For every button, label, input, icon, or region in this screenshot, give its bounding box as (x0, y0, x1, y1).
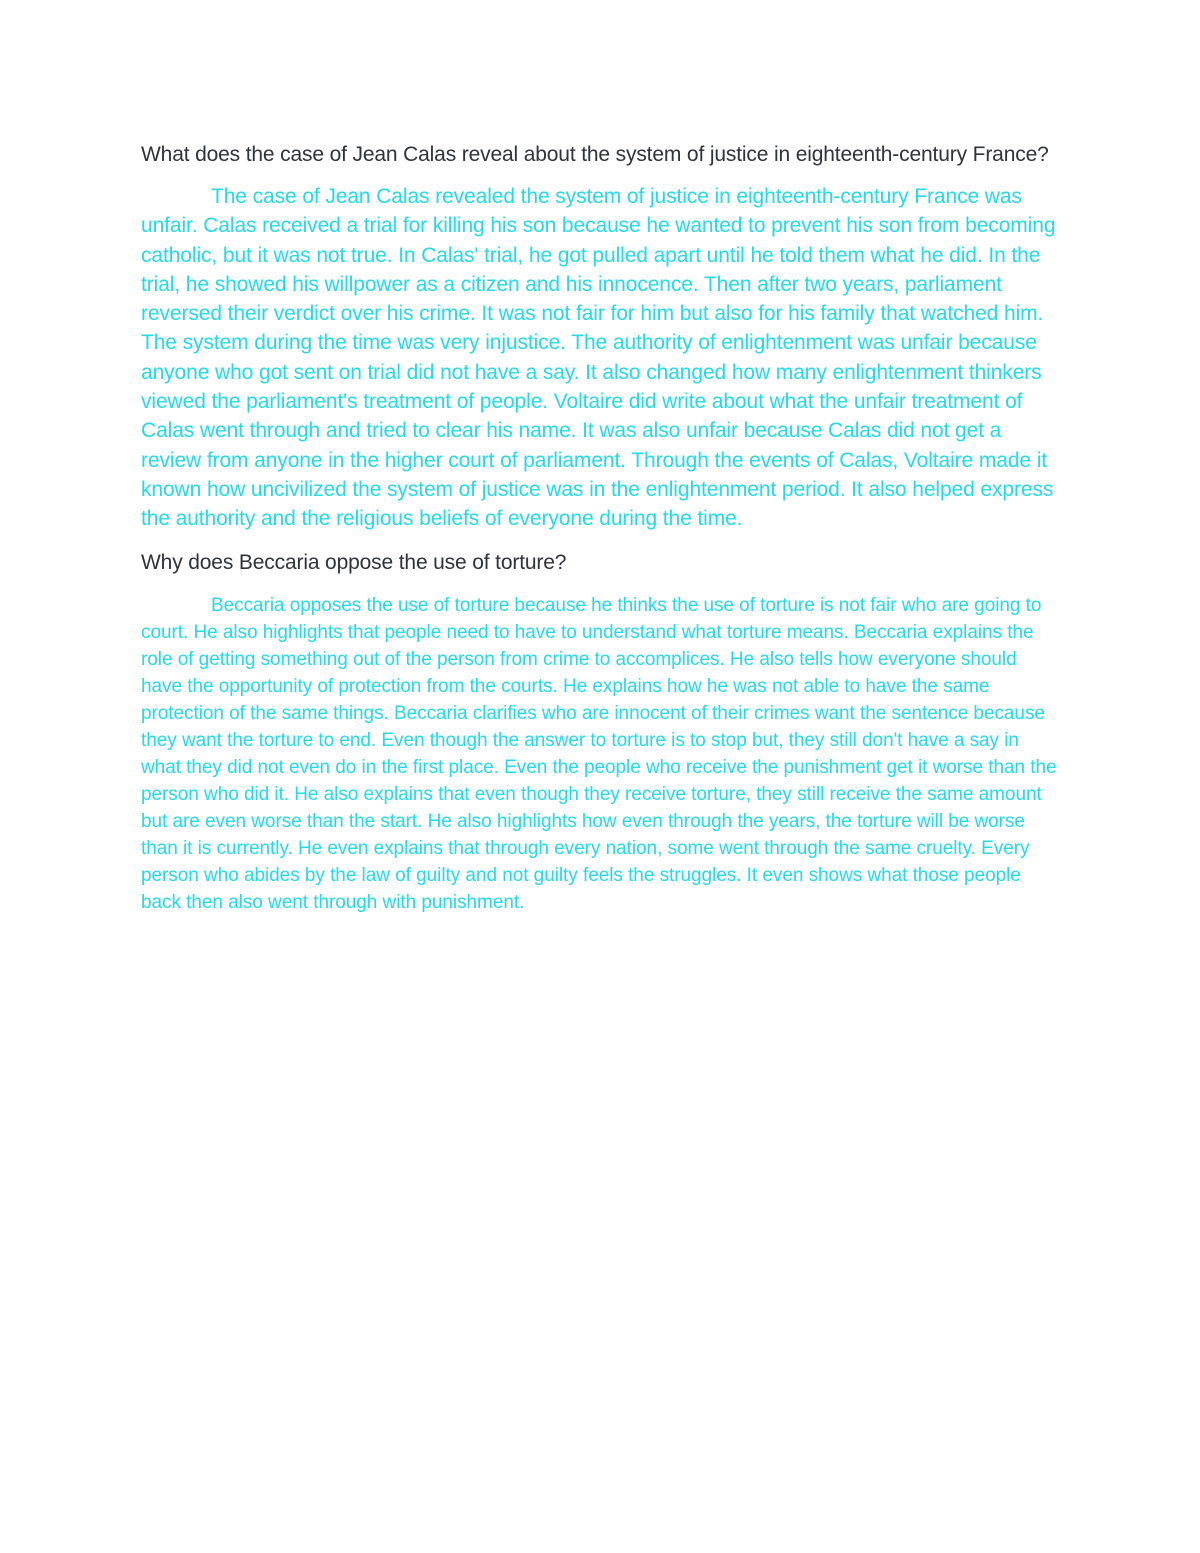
question-1: What does the case of Jean Calas reveal about the system of justice in eighteenth-century France? (141, 143, 1049, 166)
answer-2: Beccaria opposes the use of torture because he thinks the use of torture is not fair who are going to court. He also highlights that people need to have to understand what torture means. Beccaria explains the role of getting something out of the person from crime to accomplices. He also tells how everyone should have the opportunity of protection from the courts. He explains how he was not able to have the same protection of the same things. Beccaria clarifies who are innocent of their crimes want the sentence because they want the torture to end. Even though the answer to torture is to stop but, they still don't have a say in what they did not even do in the first place. Even the people who receive the punishment get it worse than the person who did it. He also explains that even though they receive torture, they still receive the same amount but are even worse than the start. He also highlights how even through the years, the torture will be worse than it is currently. He even explains that through every nation, some went through the same cruelty. Every person who abides by the law of guilty and not guilty feels the struggles. It even shows what those people back then also went through with punishment. (141, 594, 1057, 913)
question-2: Why does Beccaria oppose the use of torture? (141, 550, 567, 574)
document-body (141, 140, 1061, 916)
answer-1: The case of Jean Calas revealed the system of justice in eighteenth-century France was unfair. Calas received a trial for killing his son because he wanted to prevent his son from becoming catholic, but it was not true. In Calas' trial, he got pulled apart until he told them what he did. In the trial, he showed his willpower as a citizen and his innocence. Then after two years, parliament reversed their verdict over his crime. It was not fair for him but also for his family that watched him. The system during the time was very injustice. The authority of enlightenment was unfair because anyone who got sent on trial did not have a say. It also changed how many enlightenment thinkers viewed the parliament's treatment of people. Voltaire did write about what the unfair treatment of Calas went through and tried to clear his name. It was also unfair because Calas did not get a review from anyone in the higher court of parliament. Through the events of Calas, Voltaire made it known how uncivilized the system of justice was in the enlightenment period. It also helped express the authority and the religious beliefs of everyone during the time. (141, 185, 1056, 531)
